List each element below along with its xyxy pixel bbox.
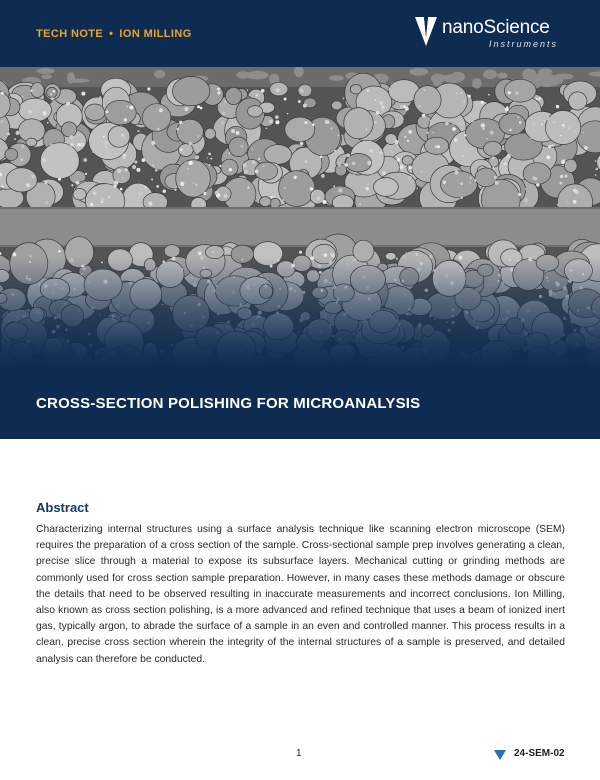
abstract-body: Characterizing internal structures using a surface analysis technique like scanning electron microscope (SEM) requires the preparation of a cross section of the sample. Cross-sectional sample prep involves generating a clean, precise slice through a material to expose its subsurface layers. Mechanical cutting or grinding methods are commonly used for cross section sample preparation. However, in many cases these methods damage or obscure the details that need to be observed resulting in inaccurate measurements and incorrect conclusions. Ion Milling, also known as cross section polishing, is a more advanced and refined technique that uses a beam of ionized inert gas, typically argon, to abrade the surface of a sample in an even and controlled manner. This process results in a clean, precise cross section wherein the integrity of the internal structures of a sample is preserved, and detailed analysis can therefore be conducted. [36,524,565,665]
kicker-category: TECH NOTE [36,28,104,40]
triangle-logo-icon [494,750,506,760]
page-title: CROSS-SECTION POLISHING FOR MICROANALYSIS [36,395,421,412]
page-number: 1 [296,748,302,759]
hero-image [0,67,600,367]
kicker-separator: • [109,28,114,40]
page-header [0,0,600,67]
logo-subtitle: Instruments [488,39,558,49]
doc-kicker [36,28,192,40]
nanoscience-logo-icon [414,15,438,47]
brand-logo [414,15,560,49]
doc-code: 24-SEM-02 [514,748,565,759]
logo-name: nanoScience [442,17,550,38]
kicker-topic: ION MILLING [119,28,192,40]
abstract-heading: Abstract [36,500,89,515]
hero-fade-overlay [0,257,600,367]
title-band [0,367,600,439]
